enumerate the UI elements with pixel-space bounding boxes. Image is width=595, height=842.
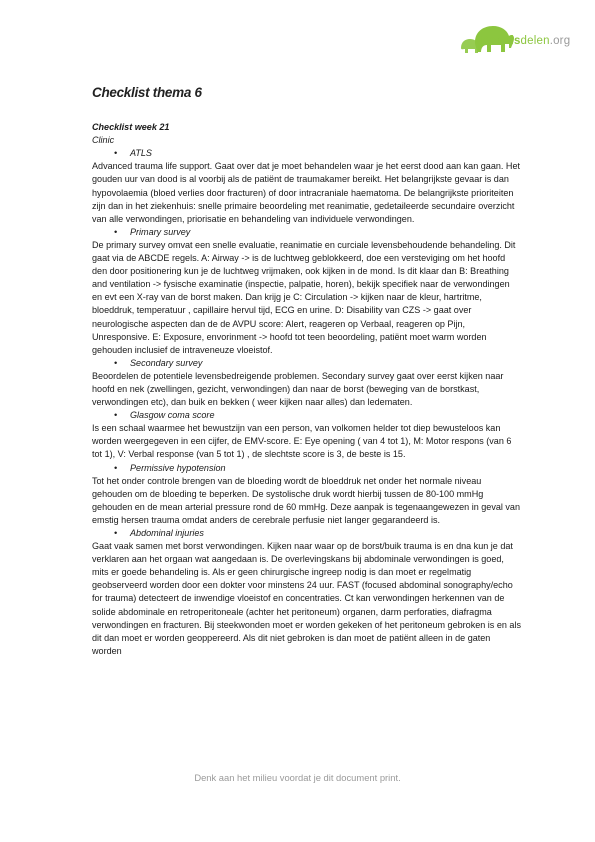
section-heading-abdominal-injuries: [92, 527, 522, 540]
section-body-abdominal-injuries: Gaat vaak samen met borst verwondingen. Kijken naar waar op de borst/buik trauma is en dna kun je dat verklaren aan het orgaan wat aangedaan is. De overlevingskans bij abdominale verwondingen is goed, mits er goede behandeling is. Als er geen chirurgische ingreep nodig is dan moet er regelmatig geobserveerd worden door een dokter voor minstens 24 uur. FAST (focused abdominal sonography/echo for trauma) detecteert de inwendige vloeistof en concentraties. Ct kan verwondingen herkennen van de solide abdominale en retroperitoneale (achter het peritoneum) organen, darm perforaties, diafragma verwondingen en fracturen. Bij steekwonden moet er worden gekeken of het peritoneum gebroken is en als dit dan moet er worden geoppereerd. Als dit niet gebroken is dan moet de patiënt alleen in de gaten worden: [92, 541, 521, 656]
section-heading-primary-survey: [92, 226, 522, 239]
section-heading-text: ATLS: [130, 148, 152, 159]
week-heading: Checklist week 21: [92, 122, 170, 133]
section-heading-text: Secondary survey: [130, 357, 203, 368]
section-heading-text: Primary survey: [130, 226, 191, 237]
logo-brand-a: Kennis: [481, 35, 521, 47]
document-title: Checklist thema 6: [92, 85, 202, 100]
bullet-glyph: •: [114, 410, 118, 421]
section-body-glasgow-coma-score: Is een schaal waarmee het bewustzijn van een person, van volkomen helder tot diep bewusteloos kan worden weergegeven in een cijfer, de EMV-score. E: Eye opening ( van 4 tot 1), M: Motor respons (van 6 tot 1), V: Verbal response (van 5 tot 1) , de slechtste score is 3, de beste is 15.: [92, 423, 512, 460]
section-body-primary-survey: De primary survey omvat een snelle evaluatie, reanimatie en curciale levensbehoudende behandeling. Dit gaat via de ABCDE regels. A: Airway -> is de luchtweg geblokkeerd, doe een versteviging om het hoofd den door positionering kun je de luchtweg vrijmaken, ook kijken in de mond. Is dit klaar dan B: Breathing and ventilation -> fysische examinatie (inspectie, palpatie, horen), bekijk specifiek naar de verwondingen en evt een X-ray van de borst maken. Dan krijg je C: Circulation -> kijken naar de kleur, hartritme, bloeddruk, temperatuur , capillaire hervul tijd, ECG en urine. D: Disability van CZS -> gaat over neurologische aspecten dan de de AVPU score: Alert, reageren op Verbaal, reageren op Pijn, Unresponsive. E: Exposure, envorinment -> hoofd tot teen beoordeling, patiënt moet warm worden gehouden inclusief de intraveneuze vloeistof.: [92, 239, 516, 355]
document-body: [92, 86, 522, 658]
section-body-atls: Advanced trauma life support. Gaat over dat je moet behandelen waar je het eerst dood aan kan gaan. Het gouden uur van dood is al voorbij als de patiënt de traumakamer bereikt. Het belangrijkste gevaar is dan hypovolaemia (bloed verlies door fracturen) of door intracraniale haematoma. De belangrijkste prioriteiten zijn dan in het ziekenhuis: snelle primaire beoordeling met reanimatie, gedetaileerde secundaire overzicht van alle verwondingen, priorisatie en behandeling van individuele verwondingen.: [92, 161, 520, 224]
elephant-icon: [457, 14, 517, 54]
logo-wordmark: [481, 35, 570, 47]
logo-brand-b: delen: [520, 35, 550, 47]
section-heading-text: Abdominal injuries: [130, 528, 204, 538]
section-heading-text: Permissive hypotension: [130, 462, 226, 473]
bullet-glyph: •: [114, 462, 118, 473]
section-heading-permissive-hypotension: [92, 462, 522, 475]
kennisdelen-logo: [457, 14, 587, 62]
bullet-glyph: •: [114, 226, 118, 237]
bullet-glyph: •: [114, 528, 118, 538]
section-body-permissive-hypotension: Tot het onder controle brengen van de bloeding wordt de bloeddruk net onder het normale niveau gehouden om de bloeding te beperken. De systolische druk wordt hierbij tussen de 80-100 mmHg gehouden en de mean arterial pressure rond de 60 mmHg. Deze aanpak is tegenaangewezen in geval van emstig hersen trauma omdat anders de cerebrale perfusie niet langer gegarandeerd is.: [92, 475, 520, 525]
section-heading-text: Glasgow coma score: [130, 410, 215, 421]
footer-note: Denk aan het milieu voordat je dit document print.: [194, 772, 401, 783]
section-body-secondary-survey: Beoordelen de potentiele levensbedreigende problemen. Secondary survey gaat over eerst kijken naar hoofd en nek (zwellingen, gezicht, verwondingen) dan naar de borst (beweging van de borstkast, verwondingen etc), dan buik en bekken ( weer kijken naar alles) dan ledematen.: [92, 370, 504, 408]
section-heading-atls: [92, 147, 522, 160]
clinic-subtitle: Clinic: [92, 135, 115, 146]
section-heading-secondary-survey: [92, 357, 522, 370]
logo-brand-c: .org: [549, 35, 571, 47]
section-heading-glasgow-coma-score: [92, 409, 522, 422]
bullet-glyph: •: [114, 148, 118, 159]
bullet-glyph: •: [114, 357, 118, 368]
